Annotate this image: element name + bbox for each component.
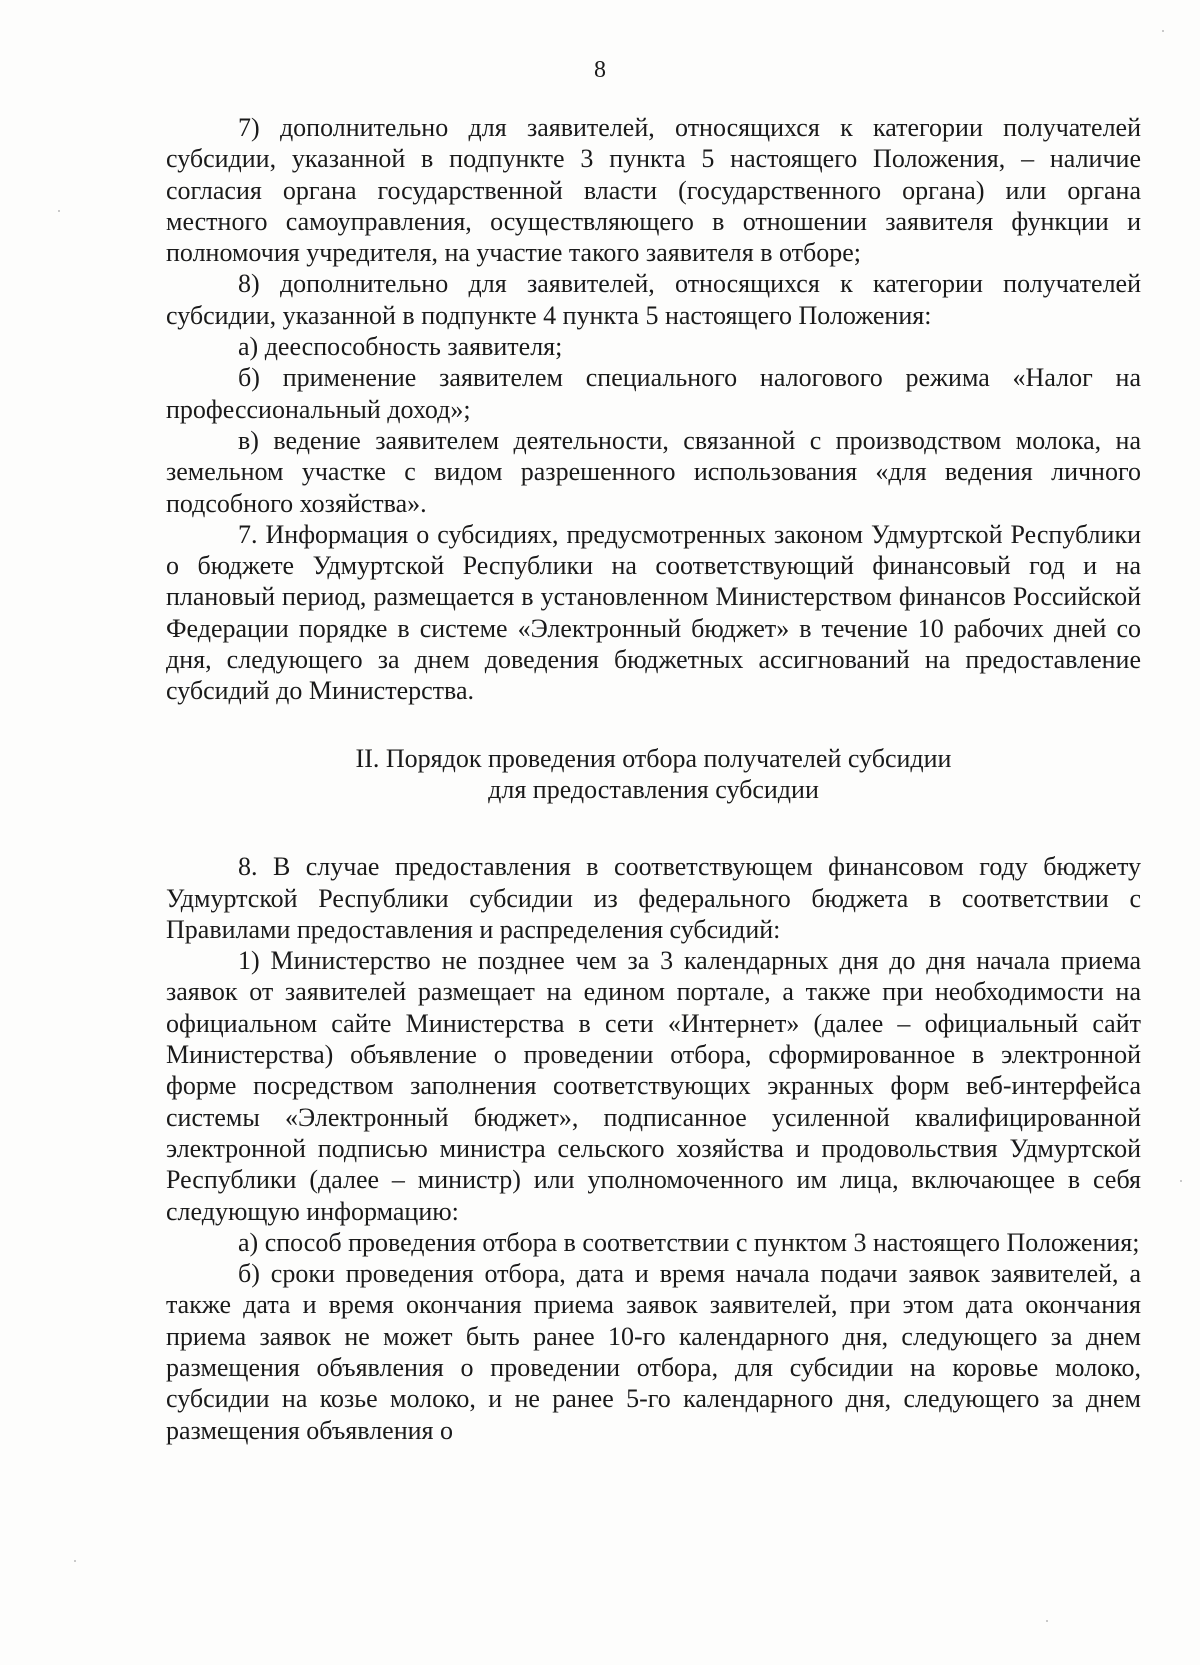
paragraph-point-7-information: 7. Информация о субсидиях, предусмотренных законом Удмуртской Республики о бюджете Удмуртской Республики на соответствующий финансовый год и на плановый период, размещается в установленном Министерством финансов Российской Федерации порядке в системе «Электронный бюджет» в течение 10 рабочих дней со дня, следующего за днем доведения бюджетных ассигнований на предоставление субсидий до Министерства.: [166, 519, 1141, 706]
scan-speck: [74, 1560, 76, 1562]
page-number: 8: [594, 57, 606, 83]
paragraph-8v-milk-production: в) ведение заявителем деятельности, связанной с производством молока, на земельном участке с видом разрешенного использования «для ведения личного подсобного хозяйства».: [166, 425, 1141, 518]
section-heading: [166, 743, 1141, 806]
paragraph-8a-capacity: а) дееспособность заявителя;: [238, 332, 563, 362]
paragraph-8-additional: 8) дополнительно для заявителей, относящихся к категории получателей субсидии, указанной в подпункте 4 пункта 5 настоящего Положения:: [166, 269, 1141, 330]
paragraph-8-1a-method: а) способ проведения отбора в соответствии с пунктом 3 настоящего Положения;: [238, 1227, 1140, 1257]
section-heading-line-1: II. Порядок проведения отбора получателей субсидии: [355, 743, 952, 773]
scan-speck: [1180, 1180, 1182, 1182]
paragraph-point-8: 8. В случае предоставления в соответствующем финансовом году бюджету Удмуртской Республики субсидии из федерального бюджета в соответствии с Правилами предоставления и распределения субсидий:: [166, 852, 1141, 944]
scan-speck: [1046, 1620, 1048, 1622]
paragraph-8-1-announcement: 1) Министерство не позднее чем за 3 календарных дня до дня начала приема заявок от заявителей размещает на едином портале, а также при необходимости на официальном сайте Министерства в сети «Интернет» (далее – официальный сайт Министерства) объявление о проведении отбора, сформированное в электронной форме посредством заполнения соответствующих экранных форм веб-интерфейса системы «Электронный бюджет», подписанное усиленной квалифицированной электронной подписью министра сельского хозяйства и продовольствия Удмуртской Республики (далее – министр) или уполномоченного им лица, включающее в себя следующую информацию:: [166, 946, 1141, 1226]
scan-speck: [1162, 30, 1164, 32]
document-body: [166, 112, 1141, 1446]
paragraph-8b-tax-regime: б) применение заявителем специального налогового режима «Налог на профессиональный доход»;: [166, 363, 1141, 424]
paragraph-7-consent: 7) дополнительно для заявителей, относящихся к категории получателей субсидии, указанной в подпункте 3 пункта 5 настоящего Положения, – наличие согласия органа государственной власти (государственного органа) или органа местного самоуправления, осуществляющего в отношении заявителя функции и полномочия учредителя, на участие такого заявителя в отборе;: [166, 113, 1141, 268]
scan-speck: [58, 210, 60, 212]
section-heading-line-2: для предоставления субсидии: [488, 774, 819, 804]
paragraph-8-1b-deadlines: б) сроки проведения отбора, дата и время начала подачи заявок заявителей, а также дата и время окончания приема заявок заявителей, при этом дата окончания приема заявок не может быть ранее 10-го календарного дня, следующего за днем размещения объявления о проведении отбора, для субсидии на коровье молоко, субсидии на козье молоко, и не ранее 5-го календарного дня, следующего за днем размещения объявления о: [166, 1259, 1141, 1445]
